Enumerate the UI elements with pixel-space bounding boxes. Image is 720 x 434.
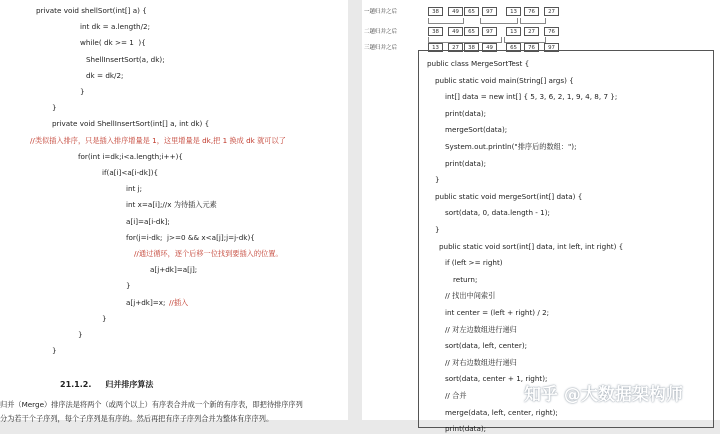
section-number: 21.1.2.: [60, 380, 92, 389]
code-line: int center = (left + right) / 2;: [445, 308, 550, 317]
paragraph-line: 分为若干个子序列，每个子序列是有序的。然后再把有序子序列合并为整体有序序列。: [0, 414, 274, 423]
code-line: int x=a[i];//x 为待插入元素: [126, 200, 217, 210]
merge-pass-label: 三趟归并之后: [364, 45, 398, 51]
code-line: sort(data, left, center);: [445, 341, 528, 351]
merge-cell: 38: [464, 43, 479, 52]
code-line: print(data);: [445, 108, 487, 118]
code-line: public static void mergeSort(int[] data) {: [435, 191, 583, 201]
right-document-page: [362, 0, 720, 434]
merge-cell: 65: [464, 27, 479, 36]
code-line: return;: [453, 274, 478, 284]
code-line: public static void main(String[] args) {: [435, 75, 574, 85]
code-line: private void ShellInsertSort(int[] a, int dk) {: [52, 119, 210, 129]
code-line: a[j+dk]=a[j];: [150, 265, 198, 275]
code-line: // 合并: [445, 391, 467, 400]
merge-pass-label: 二趟归并之后: [364, 29, 398, 35]
code-line: }: [52, 346, 57, 356]
merge-cell: 65: [506, 43, 521, 52]
section-title: 归并排序算法: [105, 380, 154, 389]
code-line: for(j=i-dk; j>=0 && x<a[j];j=j-dk){: [126, 232, 255, 242]
code-line: sort(data, 0, data.length - 1);: [445, 208, 550, 218]
merge-sort-code-box: [418, 50, 714, 434]
merge-cell: 27: [524, 27, 539, 36]
section-heading: [60, 379, 153, 390]
merge-cell: 76: [524, 43, 539, 52]
code-line: print(data);: [445, 424, 487, 434]
merge-pass-label: 一趟归并之后: [364, 9, 398, 15]
code-line: }: [102, 313, 107, 323]
code-line: sort(data, center + 1, right);: [445, 374, 548, 384]
merge-cell: 49: [482, 43, 497, 52]
merge-cell: 13: [428, 43, 443, 52]
merge-connector: [520, 18, 546, 24]
merge-cell: 27: [448, 43, 463, 52]
merge-cell: 38: [428, 7, 443, 16]
code-line: dk = dk/2;: [86, 70, 124, 80]
code-line: public static void sort(int[] data, int left, int right) {: [439, 241, 624, 251]
merge-cell: 49: [448, 27, 463, 36]
merge-cell: 13: [506, 7, 521, 16]
merge-cell: 65: [464, 7, 479, 16]
merge-cell: 49: [448, 7, 463, 16]
code-line: for(int i=dk;i<a.length;i++){: [78, 151, 183, 161]
zhihu-watermark: [524, 380, 683, 405]
page-gutter: [348, 0, 362, 420]
code-line: private void shellSort(int[] a) {: [36, 6, 147, 15]
code-line: // 对右边数组进行递归: [445, 357, 517, 367]
code-line: int j;: [126, 184, 143, 194]
code-line: int dk = a.length/2;: [80, 22, 150, 32]
code-line: public class MergeSortTest {: [427, 59, 530, 68]
code-line: }: [435, 225, 440, 234]
merge-cell: 27: [544, 7, 559, 16]
code-comment-line: //类似插入排序，只是插入排序增量是 1，这里增量是 dk,把 1 换成 dk 就可以了: [30, 135, 286, 145]
code-line: if(a[i]<a[i-dk]){: [102, 168, 159, 177]
code-line: }: [435, 175, 440, 185]
merge-cell: 76: [544, 27, 559, 36]
merge-cell: 13: [506, 27, 521, 36]
merge-connector: [480, 18, 518, 24]
code-comment-line: //插入: [169, 297, 189, 307]
code-line: // 找出中间索引: [445, 291, 496, 301]
code-line: }: [52, 103, 57, 113]
code-line: a[j+dk]=x;: [126, 297, 166, 307]
code-comment-line: //通过循环，逐个后移一位找到要插入的位置。: [134, 249, 283, 258]
code-line: if (left >= right): [445, 258, 503, 268]
code-line: }: [80, 87, 85, 96]
merge-connector: [428, 37, 502, 43]
merge-connector: [504, 37, 546, 43]
merge-cell: 76: [524, 7, 539, 16]
watermark-text: 知乎 @大数据架构师: [524, 385, 683, 405]
merge-cell: 38: [428, 27, 443, 36]
merge-cell: 97: [482, 27, 497, 36]
code-line: while( dk >= 1 ){: [80, 38, 146, 48]
code-line: ShellInsertSort(a, dk);: [86, 54, 165, 64]
left-document-page: [0, 0, 348, 423]
merge-cell: 97: [544, 43, 559, 52]
code-line: System.out.println("排序后的数组：");: [445, 142, 577, 151]
code-line: a[i]=a[i-dk];: [126, 216, 170, 226]
code-line: merge(data, left, center, right);: [445, 407, 558, 417]
code-line: }: [126, 281, 131, 291]
paragraph-line: 归并（Merge）排序法是将两个（或两个以上）有序表合并成一个新的有序表，即把待排序序列: [0, 400, 303, 409]
code-line: }: [78, 330, 83, 339]
code-line: print(data);: [445, 158, 487, 168]
merge-connector: [428, 18, 464, 24]
code-line: mergeSort(data);: [445, 125, 508, 135]
merge-cell: 97: [482, 7, 497, 16]
code-line: int[] data = new int[] { 5, 3, 6, 2, 1, 9, 4, 8, 7 };: [445, 92, 618, 102]
code-line: // 对左边数组进行递归: [445, 324, 517, 334]
